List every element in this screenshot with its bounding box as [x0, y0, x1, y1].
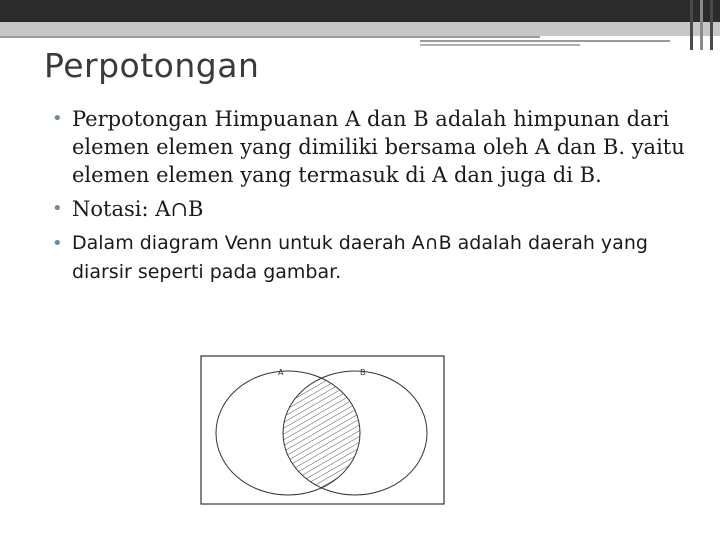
- bullet-item: [50, 105, 690, 189]
- bullet-list: [50, 105, 690, 293]
- bullet-item: [50, 195, 690, 223]
- venn-intersection-shade: [283, 371, 427, 495]
- venn-diagram: [200, 355, 445, 505]
- corner-stripe: [710, 0, 713, 50]
- venn-label-a: A: [278, 368, 284, 377]
- bullet-text: Dalam diagram Venn untuk daerah A∩B adalah daerah yang diarsir seperti pada gambar.: [72, 232, 648, 283]
- bullet-item: [50, 229, 690, 287]
- corner-stripe: [690, 0, 693, 50]
- bullet-dot-icon: •: [52, 108, 63, 129]
- venn-label-b: B: [360, 368, 366, 377]
- header-bar-dark: [0, 0, 720, 22]
- bullet-dot-icon: •: [52, 198, 63, 219]
- bullet-text: Notasi: A∩B: [72, 197, 204, 221]
- bullet-text: Perpotongan Himpuanan A dan B adalah himpunan dari elemen elemen yang dimiliki bersama oleh A dan B. yaitu elemen elemen yang termasuk di A dan juga di B.: [72, 107, 685, 187]
- header-rule: [0, 36, 540, 38]
- header-rule: [420, 44, 580, 46]
- header-bar-light: [0, 22, 720, 36]
- header-rule: [420, 40, 670, 42]
- bullet-dot-icon: •: [52, 233, 63, 254]
- corner-stripe: [700, 0, 703, 50]
- slide-title: Perpotongan: [44, 46, 260, 85]
